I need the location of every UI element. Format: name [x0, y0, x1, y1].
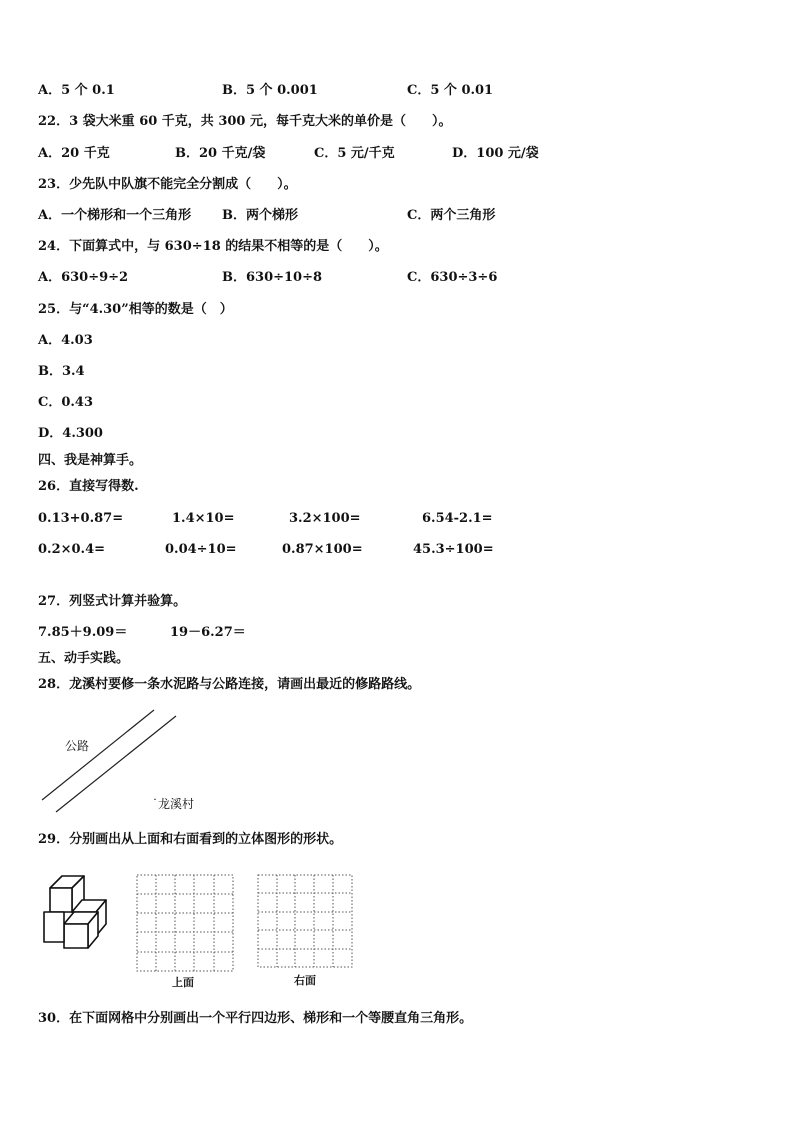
- q30-stem: 30．在下面网格中分别画出一个平行四边形、梯形和一个等腰直角三角形。: [38, 1011, 473, 1026]
- q22-option-b[interactable]: B．20 千克/袋: [175, 146, 266, 161]
- q27-item-1: 7.85＋9.09＝: [38, 625, 128, 640]
- q26-r2-c2: 0.04÷10=: [165, 542, 237, 557]
- q26-r1-c1: 0.13+0.87=: [38, 511, 124, 526]
- top-view-grid[interactable]: [134, 872, 236, 972]
- q21-option-a[interactable]: A．5 个 0.1: [38, 83, 115, 98]
- q24-option-c[interactable]: C．630÷3÷6: [407, 270, 498, 285]
- q24-stem: 24．下面算式中，与 630÷18 的结果不相等的是（ ）。: [38, 239, 388, 254]
- q22-option-c[interactable]: C．5 元/千克: [314, 146, 395, 161]
- right-view-grid[interactable]: [255, 872, 355, 970]
- q21-option-c[interactable]: C．5 个 0.01: [407, 83, 494, 98]
- q25-option-d[interactable]: D．4.300: [38, 426, 103, 441]
- q22-option-d[interactable]: D．100 元/袋: [452, 146, 539, 161]
- top-view-label: 上面: [172, 976, 194, 989]
- q26-stem: 26．直接写得数.: [38, 479, 139, 494]
- q25-option-c[interactable]: C．0.43: [38, 395, 94, 410]
- section-4-title: 四、我是神算手。: [38, 453, 143, 468]
- q25-option-a[interactable]: A．4.03: [38, 333, 93, 348]
- q24-option-b[interactable]: B．630÷10÷8: [222, 270, 323, 285]
- road-label: 公路: [65, 739, 90, 753]
- road-figure: [38, 706, 238, 816]
- q23-stem: 23．少先队中队旗不能完全分割成（ ）。: [38, 177, 297, 192]
- q21-option-b[interactable]: B．5 个 0.001: [222, 83, 318, 98]
- q26-r2-c4: 45.3÷100=: [413, 542, 494, 557]
- q26-r1-c2: 1.4×10=: [172, 511, 235, 526]
- cube-stack-figure: [42, 872, 117, 947]
- q23-option-c[interactable]: C．两个三角形: [407, 208, 496, 223]
- q23-option-b[interactable]: B．两个梯形: [222, 208, 298, 223]
- q29-stem: 29．分别画出从上面和右面看到的立体图形的形状。: [38, 832, 343, 847]
- q22-stem: 22．3 袋大米重 60 千克，共 300 元，每千克大米的单价是（ ）。: [38, 114, 452, 129]
- road-line-1: [42, 710, 154, 800]
- right-view-label: 右面: [294, 974, 316, 987]
- village-label: ˙龙溪村: [152, 797, 195, 811]
- q26-r2-c1: 0.2×0.4=: [38, 542, 106, 557]
- q26-r1-c3: 3.2×100=: [289, 511, 361, 526]
- q25-option-b[interactable]: B．3.4: [38, 364, 85, 379]
- q27-stem: 27．列竖式计算并验算。: [38, 594, 187, 609]
- q28-stem: 28．龙溪村要修一条水泥路与公路连接，请画出最近的修路路线。: [38, 677, 421, 692]
- q22-option-a[interactable]: A．20 千克: [38, 146, 110, 161]
- section-5-title: 五、动手实践。: [38, 651, 130, 666]
- q26-r2-c3: 0.87×100=: [282, 542, 363, 557]
- q23-option-a[interactable]: A．一个梯形和一个三角形: [38, 208, 192, 223]
- q26-r1-c4: 6.54-2.1=: [422, 511, 493, 526]
- q25-stem: 25．与“4.30”相等的数是（ ）: [38, 302, 233, 317]
- q27-item-2: 19－6.27＝: [170, 625, 246, 640]
- q24-option-a[interactable]: A．630÷9÷2: [38, 270, 129, 285]
